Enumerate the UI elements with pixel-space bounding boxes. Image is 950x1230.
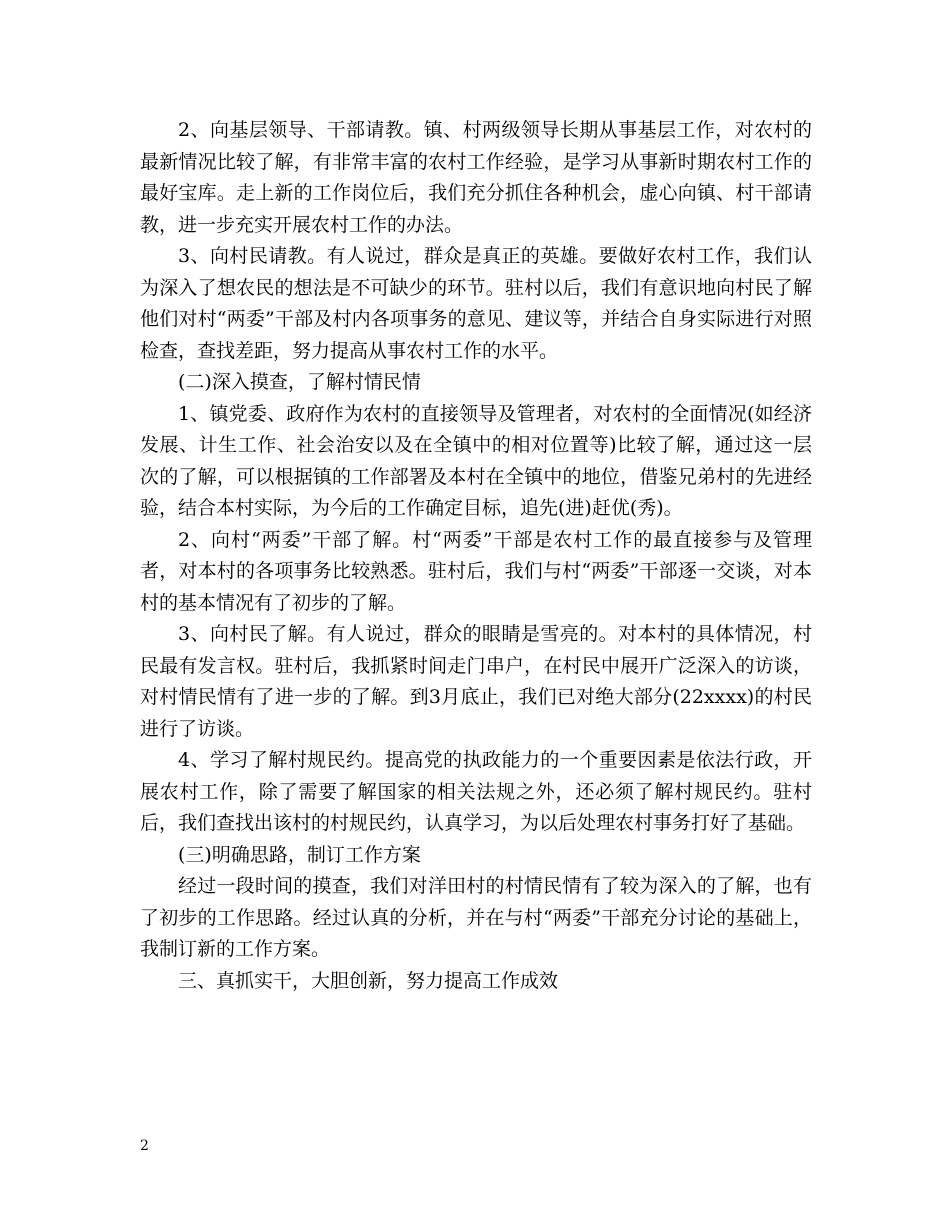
page-number: 2 [140,1138,149,1154]
paragraph-learn-from-villagers: 3、向村民了解。有人说过，群众的眼睛是雪亮的。对本村的具体情况，村民最有发言权。驻村后，我抓紧时间走门串户，在村民中展开广泛深入的访谈，对村情民情有了进一步的了解。到3月底止，我们已对绝大部分(22xxxx)的村民进行了访谈。 [140,623,812,740]
paragraph-town-committee: 1、镇党委、政府作为农村的直接领导及管理者，对农村的全面情况(如经济发展、计生工作、社会治安以及在全镇中的相对位置等)比较了解，通过这一层次的了解，可以根据镇的工作部署及本村在全镇中的地位，借鉴兄弟村的先进经验，结合本村实际，为今后的工作确定目标，追先(进)赶优(秀)。 [140,402,812,519]
section-heading-investigation: (二)深入摸查，了解村情民情 [178,371,421,393]
paragraph-village-committees: 2、向村“两委”干部了解。村“两委”干部是农村工作的最直接参与及管理者，对本村的各项事务比较熟悉。驻村后，我们与村“两委”干部逐一交谈，对本村的基本情况有了初步的了解。 [140,528,812,614]
paragraph-village-rules: 4、学习了解村规民约。提高党的执政能力的一个重要因素是依法行政，开展农村工作，除了需要了解国家的相关法规之外，还必须了解村规民约。驻村后，我们查找出该村的村规民约，认真学习，为以后处理农村事务打好了基础。 [140,749,812,834]
paragraph-consult-villagers: 3、向村民请教。有人说过，群众是真正的英雄。要做好农村工作，我们认为深入了想农民的想法是不可缺少的环节。驻村以后，我们有意识地向村民了解他们对村“两委”干部及村内各项事务的意见、建议等，并结合自身实际进行对照检查，查找差距，努力提高从事农村工作的水平。 [140,245,812,362]
section-heading-part-three: 三、真抓实干，大胆创新，努力提高工作成效 [178,969,559,992]
section-heading-work-plan: (三)明确思路，制订工作方案 [178,843,421,866]
document-body [140,115,812,997]
paragraph-work-plan: 经过一段时间的摸查，我们对洋田村的村情民情有了较为深入的了解，也有了初步的工作思路。经过认真的分析，并在与村“两委”干部充分讨论的基础上，我制订新的工作方案。 [140,875,812,960]
paragraph-consult-leaders: 2、向基层领导、干部请教。镇、村两级领导长期从事基层工作，对农村的最新情况比较了解，有非常丰富的农村工作经验，是学习从事新时期农村工作的最好宝库。走上新的工作岗位后，我们充分抓住各种机会，虚心向镇、村干部请教，进一步充实开展农村工作的办法。 [140,119,812,236]
